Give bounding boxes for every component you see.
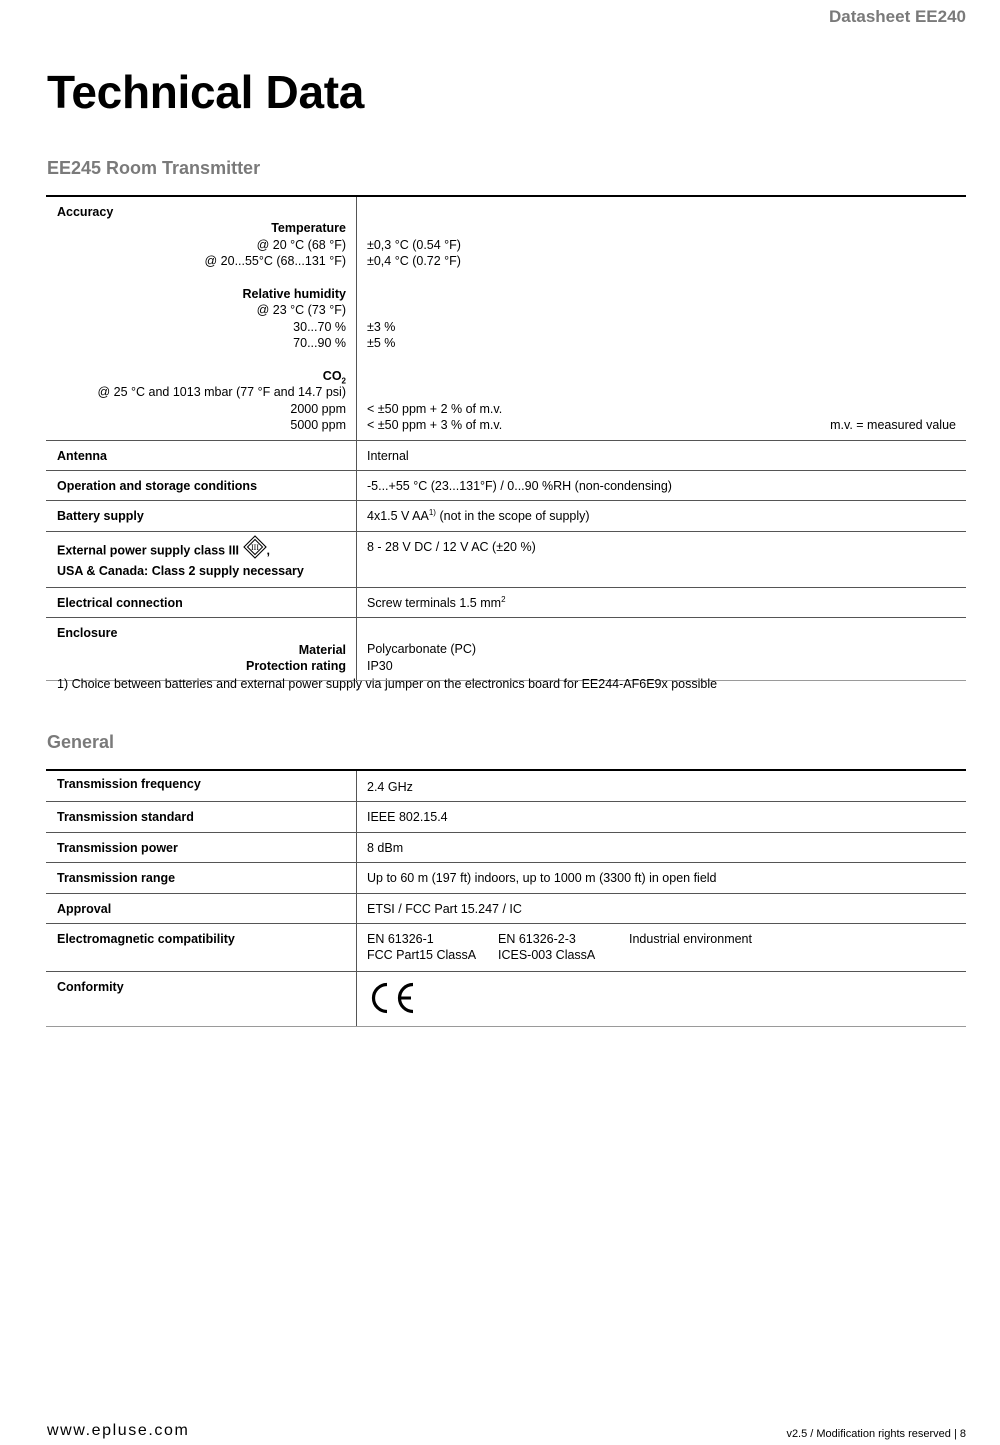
protection-rating-label: Protection rating bbox=[245, 658, 346, 673]
transmission-frequency-value: 2.4 GHz bbox=[367, 780, 413, 794]
co2-label: $CO_2$ bbox=[322, 369, 346, 386]
emc-standards-list bbox=[367, 931, 956, 964]
co2-range-2: 5000 ppm bbox=[290, 418, 346, 433]
co2-value-1: < ±50 ppm + 2 % of m.v. bbox=[367, 401, 503, 416]
emc-standard: EN 61326-1 bbox=[367, 932, 434, 947]
emc-standard: FCC Part15 ClassA bbox=[367, 948, 477, 963]
operation-value: -5...+55 °C (23...131°F) / 0...90 %RH (non-condensing) bbox=[367, 479, 672, 494]
enclosure-label: Enclosure bbox=[57, 626, 118, 641]
external-power-label: External power supply class III III , bbox=[57, 539, 346, 563]
temperature-label: Temperature bbox=[271, 221, 346, 236]
approval-value: ETSI / FCC Part 15.247 / IC bbox=[367, 901, 522, 916]
electrical-value: Screw terminals 1.5 $mm^2$ bbox=[367, 594, 506, 610]
humidity-value-1: ±3 % bbox=[367, 319, 396, 334]
section-title-general: General bbox=[47, 732, 115, 752]
battery-value: 4x1.5 V AA$^{1)}$ (not in the scope of supply) bbox=[367, 508, 590, 524]
footer-website: www.epluse.com bbox=[47, 1422, 190, 1439]
emc-standard: ICES-003 ClassA bbox=[498, 948, 596, 963]
transmission-power-label: Transmission power bbox=[57, 840, 178, 855]
temperature-condition-1: @ 20 °C (68 °F) bbox=[256, 237, 346, 252]
transmission-power-value: 8 dBm bbox=[367, 840, 404, 855]
footer-version: v2.5 / Modification rights reserved | 8 bbox=[786, 1428, 966, 1440]
room-transmitter-spec-table bbox=[46, 195, 966, 681]
material-value: Polycarbonate (PC) bbox=[367, 642, 477, 657]
table-row-accuracy bbox=[46, 196, 966, 440]
co2-value-2: < ±50 ppm + 3 % of m.v. bbox=[367, 418, 503, 433]
emc-label: Electromagnetic compatibility bbox=[57, 932, 235, 947]
operation-label: Operation and storage conditions bbox=[57, 479, 258, 494]
table-row-transmission-range bbox=[46, 863, 966, 893]
co2-range-1: 2000 ppm bbox=[290, 401, 346, 416]
approval-label: Approval bbox=[57, 901, 112, 916]
section-title-room-transmitter: EE245 Room Transmitter bbox=[47, 158, 261, 178]
transmission-range-value: Up to 60 m (197 ft) indoors, up to 1000 m (3300 ft) in open field bbox=[367, 871, 717, 886]
transmission-standard-label: Transmission standard bbox=[57, 810, 194, 825]
electrical-label: Electrical connection bbox=[57, 595, 183, 610]
ce-mark-icon bbox=[367, 981, 956, 1019]
table-row-enclosure bbox=[46, 618, 966, 681]
humidity-value-2: ±5 % bbox=[367, 336, 396, 351]
document-name: Datasheet EE240 bbox=[828, 7, 966, 26]
temperature-value-1: ±0,3 °C (0.54 °F) bbox=[367, 237, 461, 252]
antenna-value: Internal bbox=[367, 448, 409, 463]
general-spec-table bbox=[46, 769, 966, 1027]
protection-rating-value: IP30 bbox=[367, 658, 393, 673]
svg-text:III: III bbox=[250, 543, 259, 553]
table-row-battery bbox=[46, 501, 966, 531]
page-title: Technical Data bbox=[47, 66, 365, 118]
transmission-standard-value: IEEE 802.15.4 bbox=[367, 810, 448, 825]
accuracy-label: Accuracy bbox=[57, 205, 114, 219]
table-row-approval bbox=[46, 893, 966, 923]
table-row-transmission-frequency bbox=[46, 770, 966, 802]
transmission-frequency-label: Transmission frequency bbox=[57, 777, 201, 791]
temperature-condition-2: @ 20...55°C (68...131 °F) bbox=[204, 254, 346, 269]
measured-value-note: m.v. = measured value bbox=[830, 418, 956, 433]
battery-label: Battery supply bbox=[57, 509, 144, 524]
table-row-conformity bbox=[46, 971, 966, 1026]
emc-standard: Industrial environment bbox=[629, 932, 752, 947]
humidity-condition: @ 23 °C (73 °F) bbox=[256, 303, 346, 318]
external-power-value: 8 - 28 V DC / 12 V AC (±20 %) bbox=[367, 539, 536, 554]
emc-standard: EN 61326-2-3 bbox=[498, 932, 576, 947]
footnote: 1) Choice between batteries and external power supply via jumper on the electronics board for EE244-AF6E9x possible bbox=[57, 677, 718, 691]
humidity-range-1: 30...70 % bbox=[293, 319, 346, 334]
table-row-operation bbox=[46, 471, 966, 501]
transmission-range-label: Transmission range bbox=[57, 871, 176, 886]
table-row-antenna bbox=[46, 440, 966, 470]
humidity-range-2: 70...90 % bbox=[293, 336, 346, 351]
table-row-transmission-power bbox=[46, 832, 966, 862]
antenna-label: Antenna bbox=[57, 448, 107, 463]
material-label: Material bbox=[298, 642, 346, 657]
co2-condition: @ 25 °C and 1013 mbar (77 °F and 14.7 psi) bbox=[97, 385, 346, 400]
table-row-external-power bbox=[46, 531, 966, 587]
table-row-transmission-standard bbox=[46, 802, 966, 832]
table-row-electrical bbox=[46, 587, 966, 617]
external-power-label-line2: USA & Canada: Class 2 supply necessary bbox=[57, 564, 304, 579]
table-row-emc bbox=[46, 924, 966, 972]
conformity-label: Conformity bbox=[57, 979, 124, 994]
protection-class-iii-icon bbox=[243, 535, 267, 563]
temperature-value-2: ±0,4 °C (0.72 °F) bbox=[367, 254, 461, 269]
humidity-label: Relative humidity bbox=[242, 287, 346, 302]
